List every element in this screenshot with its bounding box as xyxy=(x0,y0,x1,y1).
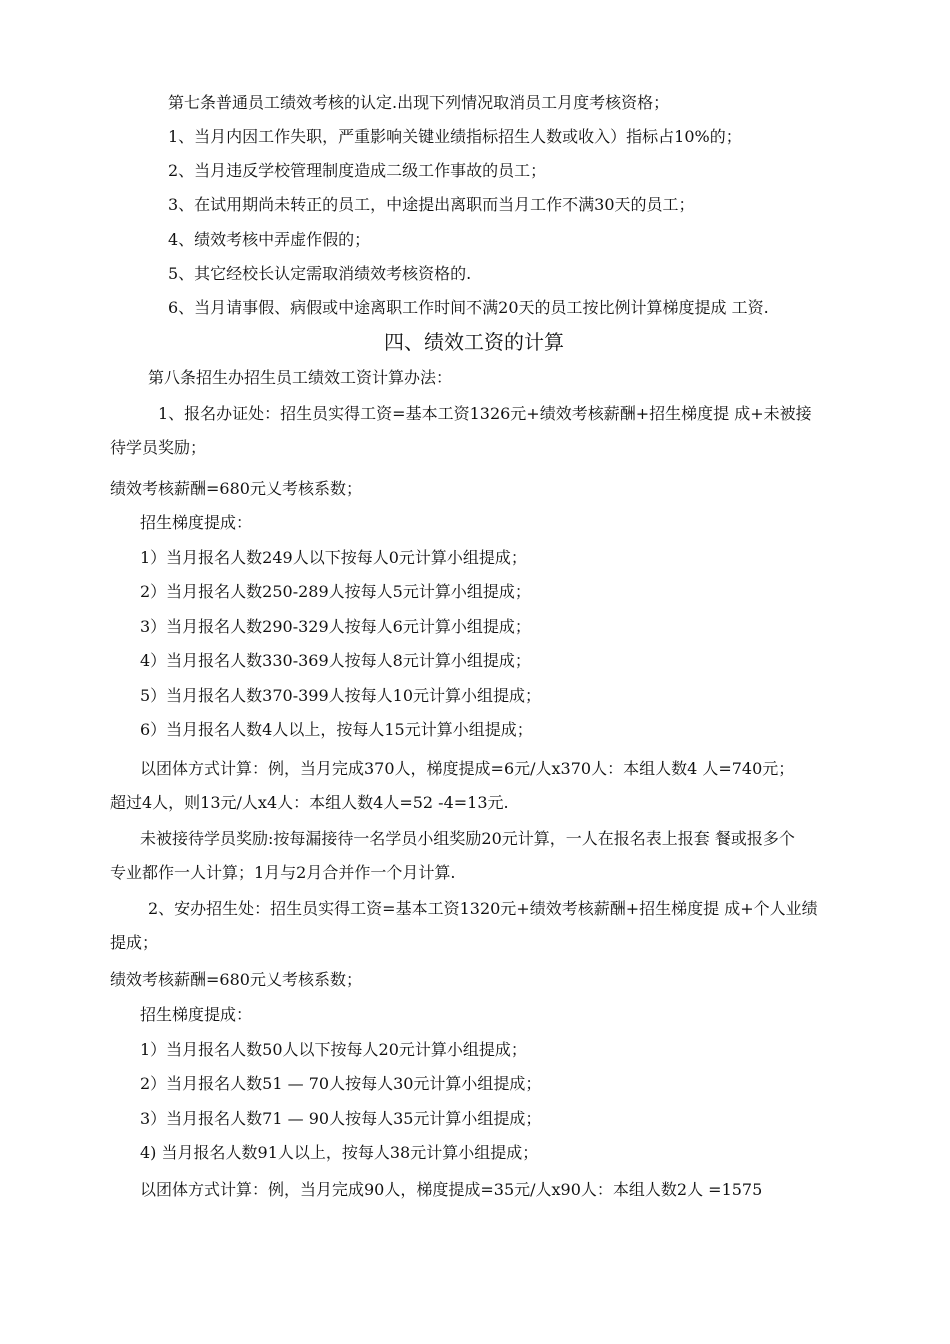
article-8-intro: 第八条招生办招生员工绩效工资计算办法： xyxy=(148,368,453,387)
group-example-1-line-2: 超过4人，则13元/人x4人：本组人数4人=52 -4=13元. xyxy=(110,793,509,812)
salary-formula-2: 绩效考核薪酬=680元乂考核系数； xyxy=(110,970,362,989)
condition-1: 1、当月内因工作失职，严重影响关键业绩指标招生人数或收入）指标占10%的； xyxy=(168,127,742,146)
salary-formula-1: 绩效考核薪酬=680元乂考核系数； xyxy=(110,479,362,498)
article-7-intro: 第七条普通员工绩效考核的认定.出现下列情况取消员工月度考核资格； xyxy=(168,93,670,112)
tier-1-6: 6）当月报名人数4人以上，按每人15元计算小组提成； xyxy=(140,720,533,739)
condition-5: 5、其它经校长认定需取消绩效考核资格的. xyxy=(168,264,472,283)
gradient-label-2: 招生梯度提成： xyxy=(140,1005,253,1024)
tier-1-3: 3）当月报名人数290-329人按每人6元计算小组提成； xyxy=(140,617,531,636)
section-heading: 四、绩效工资的计算 xyxy=(384,330,564,354)
reward-rule-line-2: 专业都作一人计算；1月与2月合并作一个月计算. xyxy=(110,863,456,882)
tier-1-1: 1）当月报名人数249人以下按每人0元计算小组提成； xyxy=(140,548,527,567)
tier-2-2: 2）当月报名人数51 — 70人按每人30元计算小组提成； xyxy=(140,1074,542,1093)
tier-2-4: 4) 当月报名人数91人以上，按每人38元计算小组提成； xyxy=(140,1143,539,1162)
group-example-2: 以团体方式计算：例，当月完成90人，梯度提成=35元/人x90人：本组人数2人 =1575 xyxy=(140,1180,763,1199)
tier-1-4: 4）当月报名人数330-369人按每人8元计算小组提成； xyxy=(140,651,531,670)
tier-2-3: 3）当月报名人数71 — 90人按每人35元计算小组提成； xyxy=(140,1109,542,1128)
gradient-label-1: 招生梯度提成： xyxy=(140,513,253,532)
condition-6: 6、当月请事假、病假或中途离职工作时间不满20天的员工按比例计算梯度提成 工资. xyxy=(168,298,769,317)
item-2-line-2: 提成； xyxy=(110,933,159,952)
condition-4: 4、绩效考核中弄虚作假的； xyxy=(168,230,371,249)
item-1-line-1: 1、报名办证处：招生员实得工资=基本工资1326元+绩效考核薪酬+招生梯度提 成+未被接 xyxy=(158,404,812,423)
tier-1-5: 5）当月报名人数370-399人按每人10元计算小组提成； xyxy=(140,686,542,705)
tier-1-2: 2）当月报名人数250-289人按每人5元计算小组提成； xyxy=(140,582,531,601)
group-example-1-line-1: 以团体方式计算：例，当月完成370人，梯度提成=6元/人x370人：本组人数4 人=740元； xyxy=(140,759,795,778)
condition-2: 2、当月违反学校管理制度造成二级工作事故的员工； xyxy=(168,161,547,180)
item-1-line-2: 待学员奖励； xyxy=(110,438,207,457)
tier-2-1: 1）当月报名人数50人以下按每人20元计算小组提成； xyxy=(140,1040,527,1059)
condition-3: 3、在试用期尚未转正的员工，中途提出离职而当月工作不满30天的员工； xyxy=(168,195,695,214)
reward-rule-line-1: 未被接待学员奖励:按每漏接待一名学员小组奖励20元计算，一人在报名表上报套 餐或报多个 xyxy=(140,829,795,848)
item-2-line-1: 2、安办招生处：招生员实得工资=基本工资1320元+绩效考核薪酬+招生梯度提 成+个人业绩 xyxy=(148,899,818,918)
